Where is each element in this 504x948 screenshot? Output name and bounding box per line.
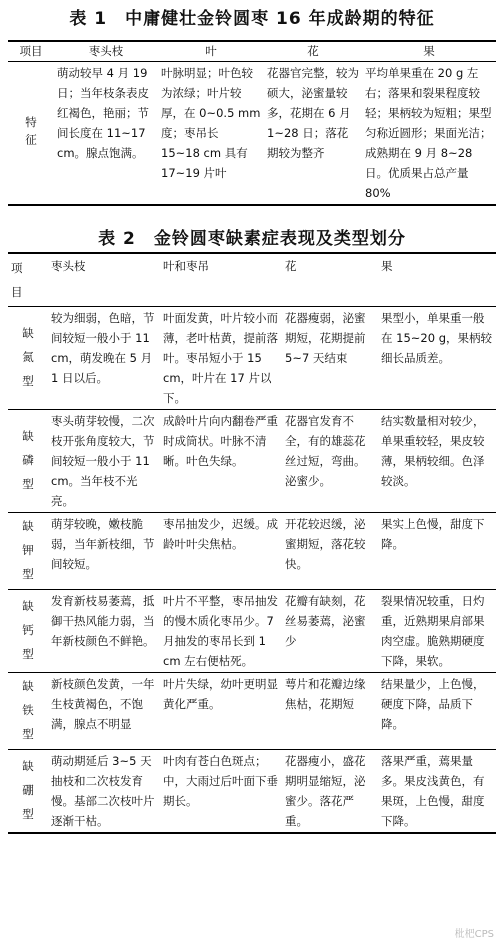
table1-header-leaf: 叶	[158, 41, 264, 62]
table2-cell-leaf: 叶肉有苍白色斑点；中，大雨过后叶面下垂期长。	[163, 754, 278, 808]
table2-row-ca	[8, 590, 496, 673]
table2-cell-fruit: 果型小，单果重一般在 15~20 g，果柄较细长品质差。	[378, 307, 496, 410]
table2-cell-branch: 新枝颜色发黄，一年生枝黄褐色，不饱满，腺点不明显	[48, 673, 160, 750]
table1	[8, 40, 496, 206]
table2-cell-leaf: 叶面发黄，叶片较小而薄，老叶枯黄，提前落叶。枣吊短小于 15 cm，叶片在 17 片以下。	[160, 307, 282, 410]
table2-cell-fruit: 落果严重，蔫果量多。果皮浅黄色，有果斑，上色慢，甜度下降。	[381, 754, 485, 828]
table2	[8, 252, 496, 834]
table2-row-label: 缺钙型	[8, 590, 48, 673]
table1-cell-branch: 萌动较早 4 月 19 日；当年枝条表皮红褐色，艳丽；节间长度在 11~17 cm。腺点饱满。	[57, 66, 149, 160]
table2-header-fruit: 果	[378, 253, 496, 307]
table1-cell-flower: 花器官完整，较为硕大，泌蜜量较多，花期在 6 月 1~28 日；落花期较为整齐	[267, 66, 359, 160]
table2-row-k	[8, 513, 496, 590]
table2-cell-leaf: 枣吊抽发少，迟缓。成龄叶叶尖焦枯。	[160, 513, 282, 590]
table2-cell-branch: 较为细弱，色暗，节间较短一般小于 11 cm，萌发晚在 5 月 1 日以后。	[48, 307, 160, 410]
table2-cell-branch: 枣头萌芽较慢，二次枝开张角度较大，节间较短一般小于 11 cm。当年枝不光亮。	[48, 410, 160, 513]
table2-header-row	[8, 253, 496, 307]
table2-cell-flower: 花器瘦小，盛花期明显缩短，泌蜜少。落花严重。	[285, 754, 366, 828]
table1-cell-fruit: 平均单果重在 20 g 左右；落果和裂果程度较轻；果柄较为短粗；果型匀称近圆形；果面光洁；成熟期在 9 月 8~28 日。优质果占总产量 80%	[365, 66, 492, 200]
table1-header-item: 项目	[8, 41, 54, 62]
table1-row	[8, 62, 496, 206]
table2-cell-fruit: 裂果情况较重，日灼重，近熟期果肩部果肉空虚。脆熟期硬度下降，果软。	[378, 590, 496, 673]
table2-cell-flower: 萼片和花瓣边缘焦枯，花期短	[282, 673, 378, 750]
table1-title: 表 1 中庸健壮金铃圆枣 16 年成龄期的特征	[69, 9, 435, 29]
table2-cell-fruit: 结实数量相对较少，单果重较轻，果皮较薄，果柄较细。色泽较淡。	[378, 410, 496, 513]
table2-cell-flower: 花瓣有缺刻，花丝易萎蔫，泌蜜少	[282, 590, 378, 673]
table2-row-label: 缺氮型	[8, 307, 48, 410]
table2-header-leaf: 叶和枣吊	[160, 253, 282, 307]
table2-cell-leaf: 成龄叶片向内翻卷严重时成筒状。叶脉不清晰。叶色失绿。	[160, 410, 282, 513]
table2-cell-leaf: 叶片不平整，枣吊抽发的慢木质化枣吊少。7 月抽发的枣吊长到 1 cm 左右便枯死。	[160, 590, 282, 673]
table2-row-label: 缺硼型	[22, 759, 34, 821]
table2-header-item: 项目	[8, 253, 48, 307]
table2-cell-fruit: 结果量少，上色慢，硬度下降，品质下降。	[378, 673, 496, 750]
table2-row-fe	[8, 673, 496, 750]
table2-cell-leaf: 叶片失绿，幼叶更明显黄化严重。	[160, 673, 282, 750]
table2-cell-fruit: 果实上色慢，甜度下降。	[378, 513, 496, 590]
table2-row-label: 缺磷型	[8, 410, 48, 513]
table2-cell-flower: 开花较迟缓，泌蜜期短，落花较快。	[282, 513, 378, 590]
table1-header-row	[8, 41, 496, 62]
table2-header-branch: 枣头枝	[48, 253, 160, 307]
table1-header-fruit: 果	[362, 41, 496, 62]
table1-header-branch: 枣头枝	[54, 41, 158, 62]
table1-cell-leaf: 叶脉明显；叶色较为浓绿；叶片较厚，在 0~0.5 mm 度；枣吊长 15~18 cm 具有 17~19 片叶	[161, 66, 261, 180]
table2-cell-branch: 萌芽较晚，嫩枝脆弱，当年新枝细，节间较短。	[48, 513, 160, 590]
table2-cell-flower: 花器官发育不全，有的雄蕊花丝过短，弯曲。泌蜜少。	[282, 410, 378, 513]
table2-row-label: 缺铁型	[8, 673, 48, 750]
table2-row-n	[8, 307, 496, 410]
table2-title: 表 2 金铃圆枣缺素症表现及类型划分	[98, 229, 406, 249]
table2-row-b	[8, 750, 496, 834]
table2-cell-branch: 发育新枝易萎蔫，抵御干热风能力弱，当年新枝颜色不鲜艳。	[48, 590, 160, 673]
table2-row-label: 缺钾型	[8, 513, 48, 590]
table2-cell-branch: 萌动期延后 3~5 天抽枝和二次枝发育慢。基部二次枝叶片逐渐干枯。	[51, 754, 155, 828]
table2-cell-flower: 花器瘦弱，泌蜜期短，花期提前 5~7 天结束	[282, 307, 378, 410]
table2-header-flower: 花	[282, 253, 378, 307]
table1-row-label: 特征	[24, 115, 38, 151]
table2-row-p	[8, 410, 496, 513]
table1-header-flower: 花	[264, 41, 362, 62]
watermark: 枇杷CPS	[454, 929, 494, 940]
